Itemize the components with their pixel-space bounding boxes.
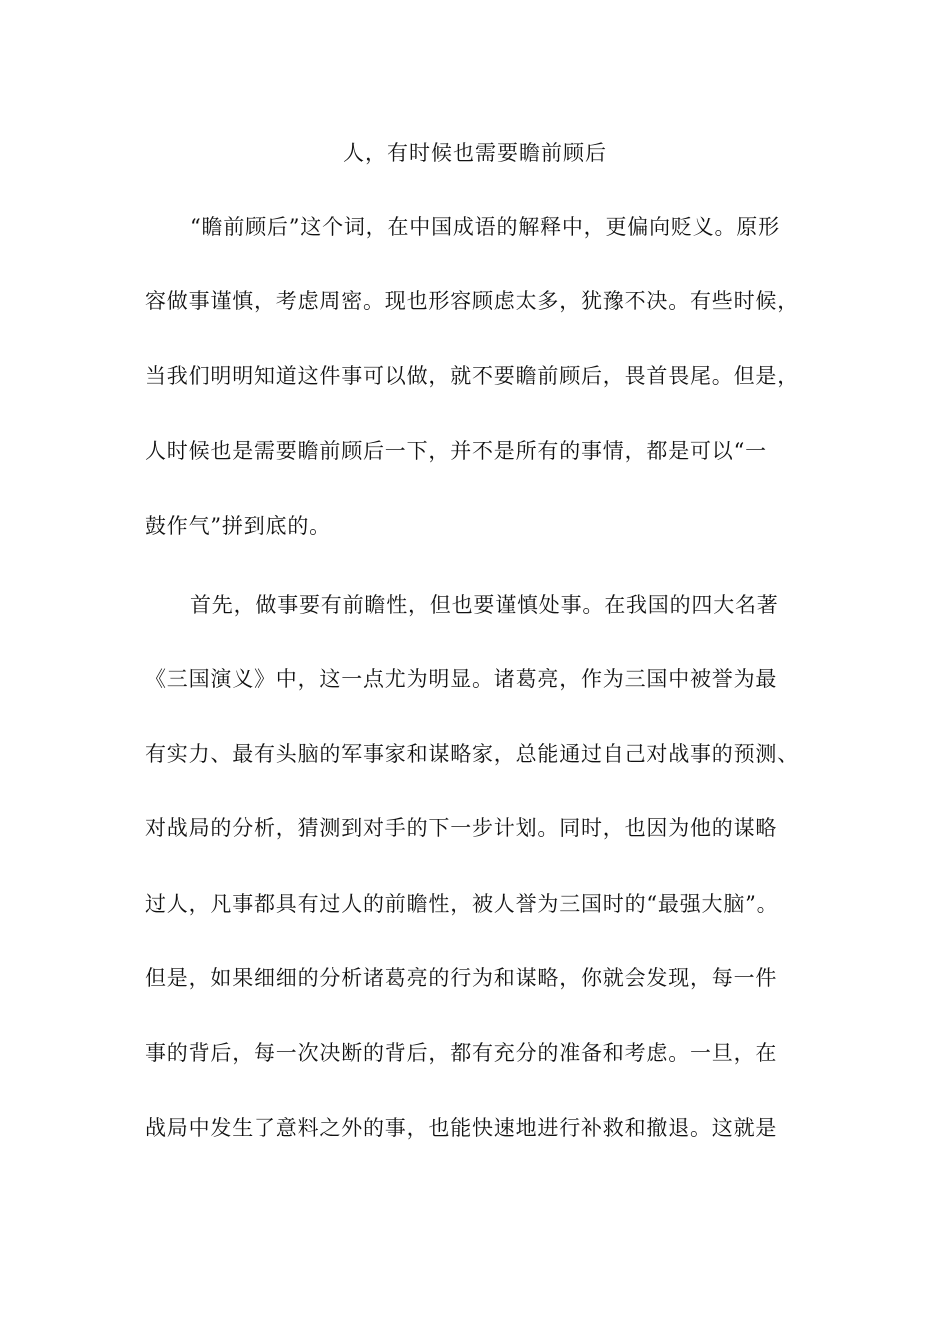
paragraph-2-line-6: 但是，如果细细的分析诸葛亮的行为和谋略，你就会发现，每一件 xyxy=(145,966,778,990)
paragraph-2-line-8: 战局中发生了意料之外的事，也能快速地进行补救和撤退。这就是 xyxy=(145,1116,778,1140)
paragraph-2-line-2: 《三国演义》中，这一点尤为明显。诸葛亮，作为三国中被誉为最 xyxy=(145,667,778,691)
paragraph-2-line-4: 对战局的分析，猜测到对手的下一步计划。同时，也因为他的谋略 xyxy=(145,816,778,840)
paragraph-2-line-7: 事的背后，每一次决断的背后，都有充分的准备和考虑。一旦，在 xyxy=(145,1041,778,1065)
paragraph-1-line-1: “瞻前顾后”这个词，在中国成语的解释中，更偏向贬义。原形 xyxy=(190,215,780,239)
paragraph-1-line-4: 人时候也是需要瞻前顾后一下，并不是所有的事情，都是可以“一 xyxy=(145,439,767,463)
paragraph-1-line-5: 鼓作气”拼到底的。 xyxy=(145,514,331,538)
paragraph-1-line-3: 当我们明明知道这件事可以做，就不要瞻前顾后，畏首畏尾。但是， xyxy=(145,364,799,388)
document-title: 人，有时候也需要瞻前顾后 xyxy=(343,141,607,165)
paragraph-1-line-2: 容做事谨慎，考虑周密。现也形容顾虑太多，犹豫不决。有些时候， xyxy=(145,289,799,313)
paragraph-2-line-1: 首先，做事要有前瞻性，但也要谨慎处事。在我国的四大名著 xyxy=(190,593,779,617)
paragraph-2-line-3: 有实力、最有头脑的军事家和谋略家，总能通过自己对战事的预测、 xyxy=(145,742,799,766)
paragraph-2-line-5: 过人，凡事都具有过人的前瞻性，被人誉为三国时的“最强大脑”。 xyxy=(145,892,779,916)
